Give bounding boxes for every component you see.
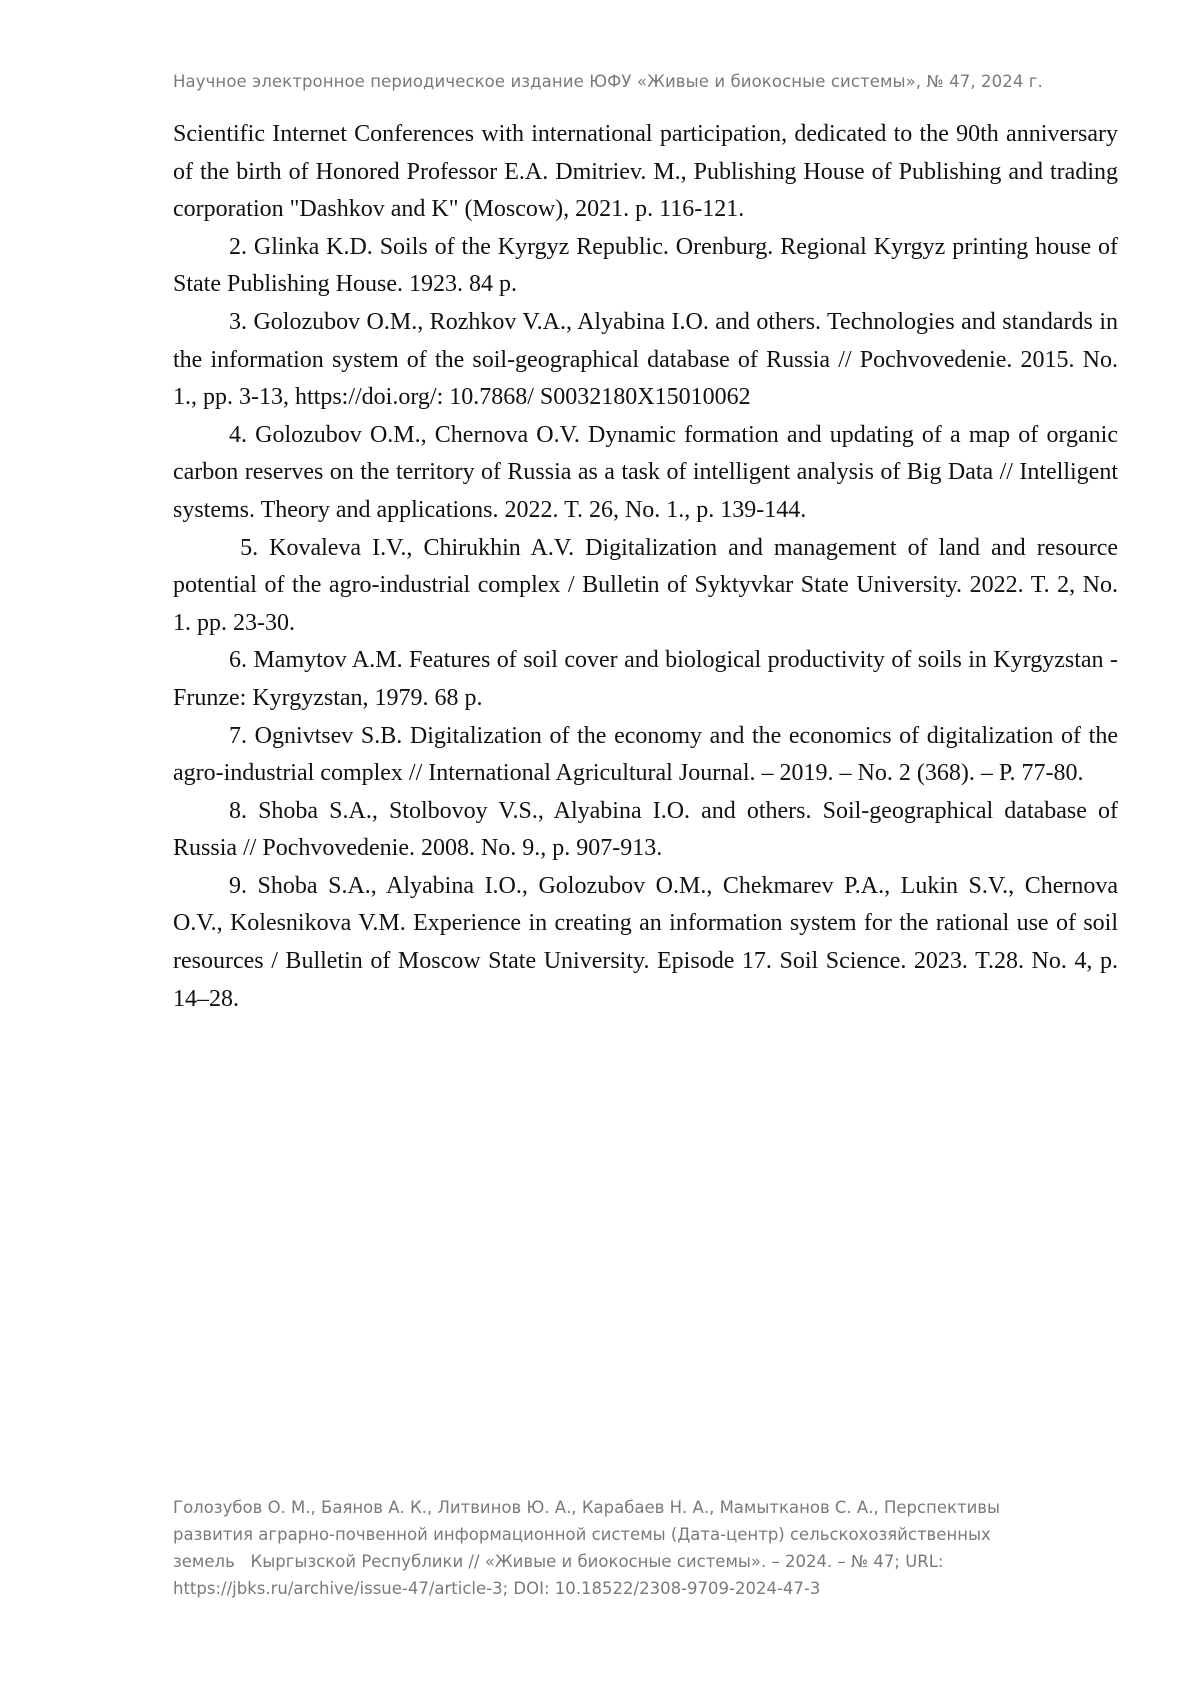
running-header: Научное электронное периодическое издание ЮФУ «Живые и биокосные системы», № 47, 2024 г. (173, 72, 1043, 91)
citation-footer (173, 1494, 1113, 1602)
reference-item: 2. Glinka K.D. Soils of the Kyrgyz Republic. Orenburg. Regional Kyrgyz printing house of State Publishing House. 1923. 84 p. (173, 233, 1118, 298)
reference-item: 6. Mamytov A.M. Features of soil cover and biological productivity of soils in Kyrgyzstan - Frunze: Kyrgyzstan, 1979. 68 p. (173, 647, 1118, 711)
reference-item: 4. Golozubov O.M., Chernova O.V. Dynamic formation and updating of a map of organic carbon reserves on the territory of Russia as a task of intelligent analysis of Big Data // Intelligent systems. Theory and applications. 2022. T. 26, No. 1., p. 139-144. (173, 421, 1118, 523)
reference-item: 7. Ognivtsev S.B. Digitalization of the economy and the economics of digitalization of the agro-industrial complex // International Agricultural Journal. – 2019. – No. 2 (368). – P. 77-80. (173, 722, 1118, 787)
reference-item: 8. Shoba S.A., Stolbovoy V.S., Alyabina I.O. and others. Soil-geographical database of Russia // Pochvovedenie. 2008. No. 9., p. 907-913. (173, 797, 1118, 862)
reference-item: 5. Kovaleva I.V., Chirukhin A.V. Digitalization and management of land and resource potential of the agro-industrial complex / Bulletin of Syktyvkar State University. 2022. T. 2, No. 1. pp. 23-30. (173, 534, 1124, 636)
citation-footer-line: Голозубов О. М., Баянов А. К., Литвинов Ю. А., Карабаев Н. А., Мамытканов С. А., Перспективы (173, 1498, 1001, 1517)
citation-footer-line: земель Кыргызской Республики // «Живые и биокосные системы». – 2024. – № 47; URL: (173, 1552, 944, 1571)
citation-footer-line: развития аграрно-почвенной информационной системы (Дата-центр) сельскохозяйственных (173, 1525, 991, 1544)
reference-item: 9. Shoba S.A., Alyabina I.O., Golozubov O.M., Chekmarev P.A., Lukin S.V., Chernova O.V., Kolesnikova V.M. Experience in creating an information system for the rational use of soil resources / Bulletin of Moscow State University. Episode 17. Soil Science. 2023. T.28. No. 4, p. 14–28. (173, 872, 1118, 1012)
reference-continuation: Scientific Internet Conferences with international participation, dedicated to the 90th anniversary of the birth of Honored Professor E.A. Dmitriev. M., Publishing House of Publishing and trading corporation "Dashkov and K" (Moscow), 2021. p. 116-121. (173, 121, 1118, 223)
reference-item: 3. Golozubov O.M., Rozhkov V.A., Alyabina I.O. and others. Technologies and standards in the information system of the soil-geographical database of Russia // Pochvovedenie. 2015. No. 1., pp. 3-13, https://doi.org/: 10.7868/ S0032180X15010062 (173, 308, 1118, 411)
reference-list (173, 116, 1124, 1018)
citation-footer-url: https://jbks.ru/archive/issue-47/article-3; DOI: 10.18522/2308-9709-2024-47-3 (173, 1579, 821, 1598)
